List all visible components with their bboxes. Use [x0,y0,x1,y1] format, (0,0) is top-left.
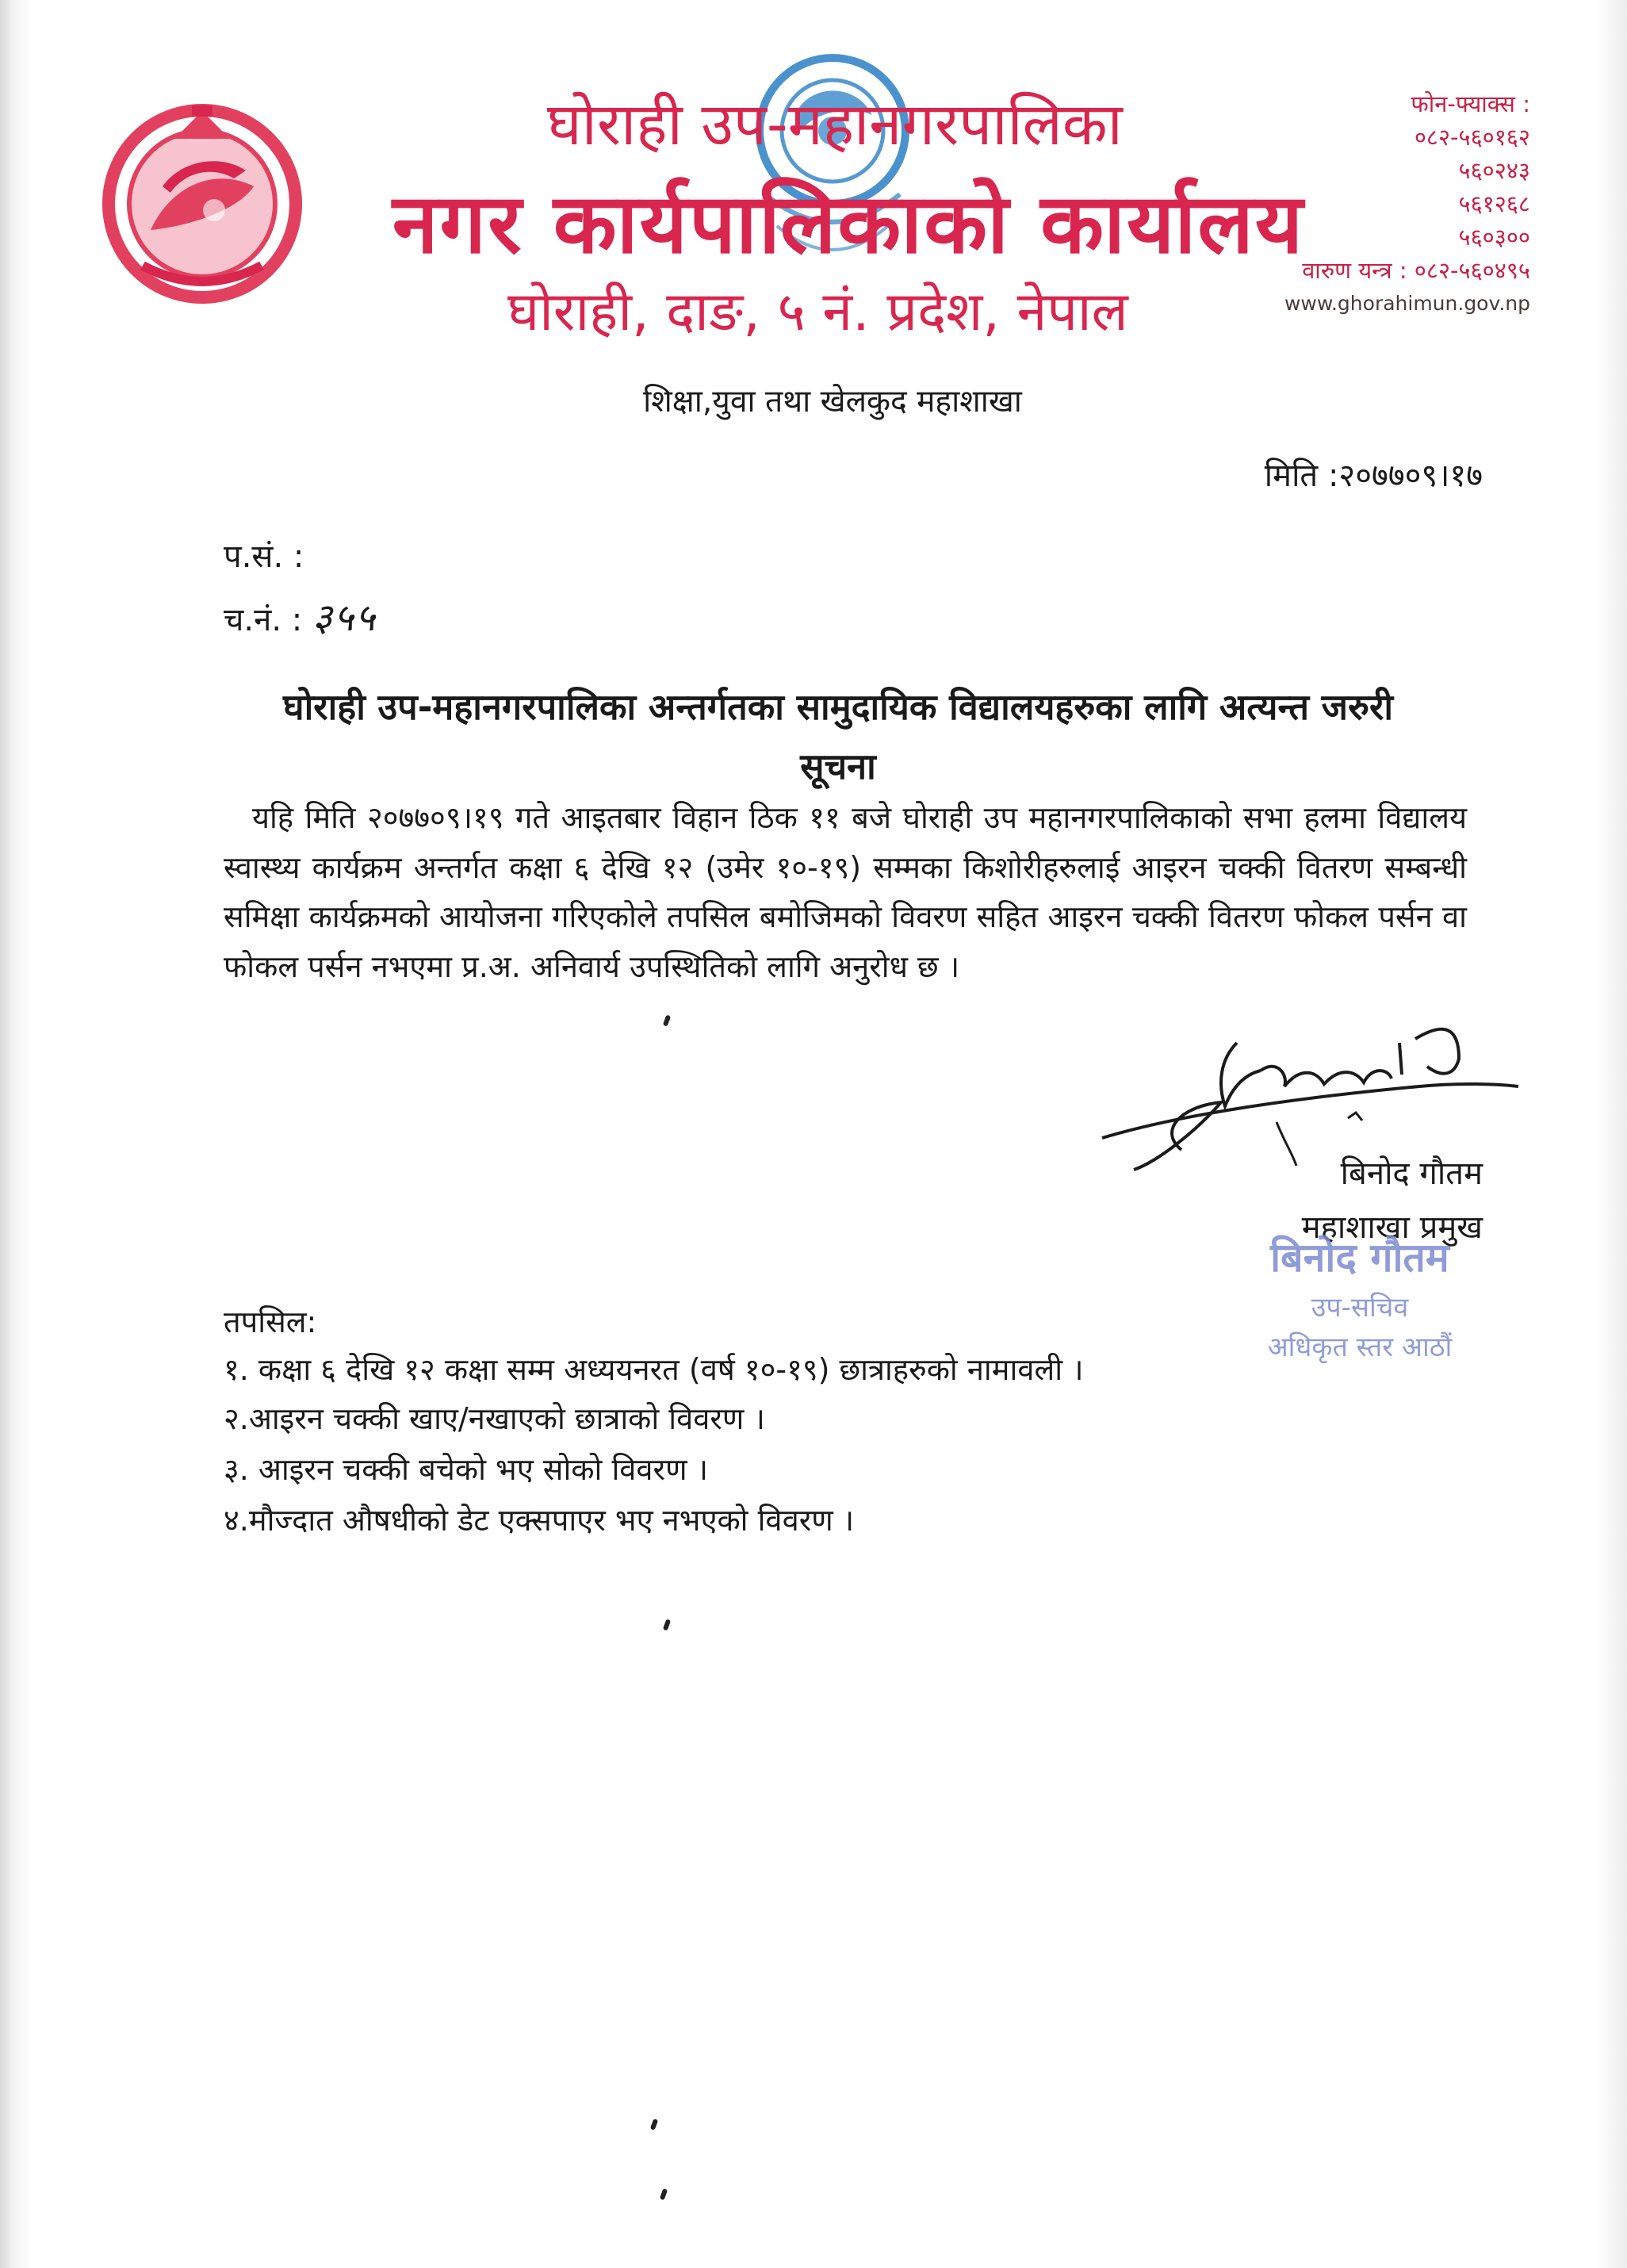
official-stamp [1213,1229,1506,1364]
signatory-designation: महाशाखा प्रमुख [1301,1209,1483,1246]
ps-reference [224,533,304,577]
department-name: शिक्षा,युवा तथा खेलकुद महाशाखा [643,384,1022,420]
annex-item: २.आइरन चक्की खाए/नखाएको छात्राको विवरण । [224,1401,765,1436]
phone-number: ५६०२४३ [1458,157,1530,184]
ps-label: प.सं. : [224,538,304,575]
stamp-name: बिनोद गौतम [1270,1235,1449,1281]
notice-title: सूचना [800,745,876,787]
signatory-name: बिनोद गौतम [1340,1155,1483,1192]
fire-brigade-number: वारुण यन्त्र : ०८२-५६०४९५ [1302,257,1530,284]
phone-number: ५६१२६८ [1458,190,1530,217]
stamp-role: अधिकृत स्तर आठौं [1267,1331,1453,1363]
letter-subject: घोराही उप-महानगरपालिका अन्तर्गतका सामुदायिक विद्यालयहरुका लागि अत्यन्त जरुरी [283,686,1393,728]
annex-item: १. कक्षा ६ देखि १२ कक्षा सम्म अध्ययनरत (वर्ष १०-१९) छात्राहरुको नामावली । [224,1352,1084,1387]
letterhead-municipality: घोराही उप-महानगरपालिका [547,90,1123,159]
contact-block [1213,87,1530,320]
phone-number: ५६०३०० [1458,224,1530,251]
annex-item: ३. आइरन चक्की बचेको भए सोको विवरण । [224,1452,709,1487]
cn-value: ३५५ [312,596,377,640]
contact-label: फोन-फ्याक्स : [1411,90,1530,117]
cn-label: च.नं. : [224,602,303,638]
letter-body: यहि मिति २०७७०९।१९ गते आइतबार विहान ठिक ११ बजे घोराही उप महानगरपालिकाको सभा हलमा विद्यालय स्वास्थ्य कार्यक्रम अन्तर्गत कक्षा ६ देखि १२ (उमेर १०-१९) सम्मका किशोरीहरुलाई आइरन चक्की वितरण सम्बन्धी समिक्षा कार्यक्रमको आयोजना गरिएकोले तपसिल बमोजिमको विवरण सहित आइरन चक्की वितरण फोकल पर्सन वा फोकल पर्सन नभएमा प्र.अ. अनिवार्य उपस्थितिको लागि अनुरोध छ । [224,800,1467,984]
stamp-post: उप-सचिव [1311,1292,1409,1324]
letter-date: मिति :२०७७०९।१७ [1264,458,1483,494]
website-link[interactable]: www.ghorahimun.gov.np [1284,292,1530,315]
phone-number: ०८२-५६०१६२ [1414,124,1530,151]
annex-heading: तपसिल: [224,1304,317,1339]
letterhead-office: नगर कार्यपालिकाको कार्यालय [392,175,1305,272]
letterhead-address: घोराही, दाङ, ५ नं. प्रदेश, नेपाल [507,281,1128,343]
nepal-emblem-logo [95,91,309,305]
annex-item: ४.मौज्दात औषधीको डेट एक्सपाएर भए नभएको विवरण । [224,1503,855,1538]
cn-reference [224,591,377,642]
